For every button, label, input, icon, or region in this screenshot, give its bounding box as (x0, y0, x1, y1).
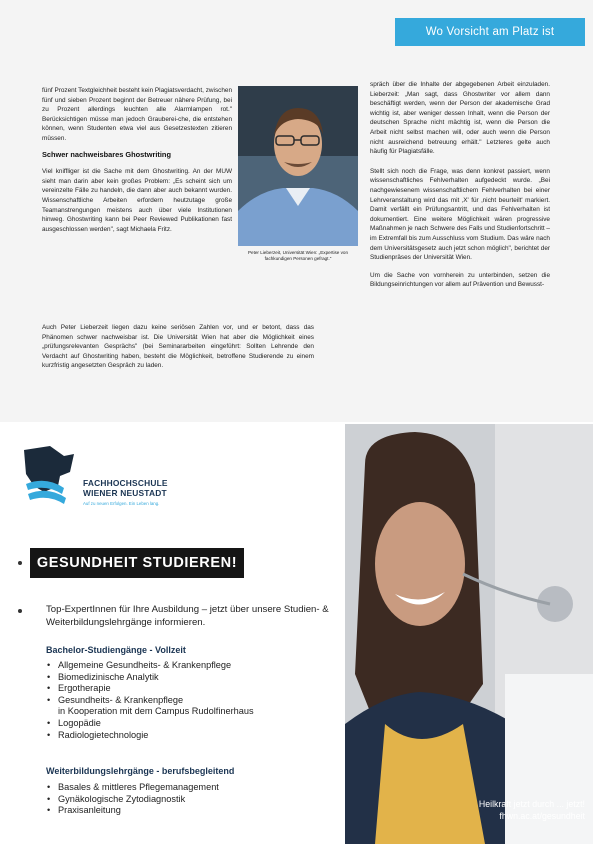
article-paragraph: spräch über die Inhalte der abgegebenen Arbeit einzuladen. Lieberzeit: „Man sagt, dass Ghostwriter vor allem dann beschäftigt werden, wenn der Person der akademische Grad wichtig ist, aber weniger dessen Inhalt, wenn die Person der deutschen Sprache nicht mächtig ist, wenn die Person die Arbeit nicht selbst machen will, oder auch wenn die Person nicht ausreichend betreuung erhält." Letzteres gelte auch häufig für Plagiatsfälle. (370, 81, 550, 156)
ad-headline: GESUNDHEIT STUDIEREN! (36, 555, 238, 571)
list-item: • Basales & mittleres Pflegemanagement (46, 782, 346, 794)
article-column-left (42, 86, 232, 240)
ad-banner (30, 548, 244, 578)
bullet-marker-icon (18, 609, 22, 613)
school-name-line1: FACHHOCHSCHULE (83, 478, 168, 488)
ad-photo-caption (420, 798, 585, 822)
list-item: • Radiologietechnologie (46, 730, 346, 742)
article-paragraph: Um die Sache von vornherein zu unterbinden, setzen die Bildungseinrichtungen vor allem auf Prävention und Bewusst- (370, 271, 550, 289)
school-tagline: Auf zu neuen Erfolgen. Ein Leben lang. (83, 501, 160, 506)
bachelor-heading: Bachelor-Studiengänge - Vollzeit (46, 645, 186, 655)
article-paragraph-wide: Auch Peter Lieberzeit liegen dazu keine seriösen Zahlen vor, und er betont, dass das Phänomen schwer nachweisbar ist. Die Universität Wien hat aber die Möglichkeit eines „prüfungsrelevanten Gesprächs" (bei Seminararbeiten eingeführt: Sollten Lehrende den Verdacht auf Ghostwriting haben, besteht die Möglichkeit, betroffene Studierende zu einem kurzfristig angesetzten Gespräch zu laden. (42, 324, 314, 370)
list-item: • Biomedizinische Analytik (46, 672, 346, 684)
list-item-continuation: in Kooperation mit dem Campus Rudolfinerhaus (58, 706, 254, 717)
portrait-image (238, 86, 358, 246)
ad-photo (345, 424, 593, 844)
list-item: • Gesundheits- & Krankenpflege (46, 695, 346, 707)
running-head: Wo Vorsicht am Platz ist (395, 18, 585, 46)
photo-caption: Peter Lieberzeit, Universität Wien: „Expertise von fachkundigen Personen gefragt." (247, 250, 349, 261)
article-paragraph: Stellt sich noch die Frage, was denn konkret passiert, wenn wissenschaftliches Fehlverhalten aufgedeckt wurde. „Bei nachgewiesenem wissenschaftlichem Fehlverhalten bei einer Lehrveranstaltung wird das mit ‚X' für ‚nicht beurteilt' markiert. Damit verfällt ein Prüfungsantritt, und das Fehlverhalten ist dokumentiert. Eine weitere Möglichkeit wären progressive Maßnahmen je nach Schwere des Falls und Studienfortschritt – im Extremfall bis zum Ausschluss vom Studium. Das wäre nach dem Universitätsgesetz auch jetzt schon möglich", berichtet der Studienpräses der Universität Wien. (370, 167, 550, 262)
article-paragraph: Viel kniffliger ist die Sache mit dem Ghostwriting. An der MUW sieht man darin aber kein großes Problem: „Es scheint sich um vereinzelte Fälle zu handeln, die dann aber auch bekannt wurden. Wissenschaftliche Arbeiten erfordern heutzutage große Teamanstrengungen meistens auch über viele Institutionen hinweg. Ghostwriting kann bei Peer Reviewed Publikationen fast ausgeschlossen werden", sagt Michaela Fritz. (42, 168, 232, 233)
portrait-photo (238, 86, 358, 246)
ad-photo-caption-line1: Heilkraft jetzt durch ... jetzt! (478, 799, 585, 809)
article-subheading: Schwer nachweisbares Ghostwriting (42, 149, 171, 159)
list-item: • Gynäkologische Zytodiagnostik (46, 794, 346, 806)
ad-website-link[interactable]: fhwn.ac.at/gesundheit (499, 811, 585, 821)
bachelor-list (46, 660, 346, 741)
article-paragraph: fünf Prozent Textgleichheit besteht kein Plagiatsverdacht, zwischen fünf und sieben Prozent beginnt der Betreuer nähere Prüfung, bei zu Prozent allerdings leuchten alle Alarmlampen rot." Berücksichtigen müsse man jedoch Grauberei-che, die entstehen können, wenn Studenten etwa viel aus Gesetzestexten zitieren müssen. (42, 87, 232, 142)
student-photo-image (345, 424, 593, 844)
school-name (83, 478, 168, 498)
list-item: • Logopädie (46, 718, 346, 730)
bullet-marker-icon (18, 561, 22, 565)
weiterbildung-heading: Weiterbildungslehrgänge - berufsbegleitend (46, 766, 235, 776)
article-column-right (370, 80, 550, 296)
ad-intro-text: Top-ExpertInnen für Ihre Ausbildung – jetzt über unsere Studien- & Weiterbildungslehrgänge informieren. (46, 604, 329, 628)
list-item: • Ergotherapie (46, 683, 346, 695)
school-name-line2: WIENER NEUSTADT (83, 488, 167, 498)
weiterbildung-list (46, 782, 346, 817)
list-item: • Praxisanleitung (46, 805, 346, 817)
fh-logo-icon (20, 446, 78, 510)
list-item: • Allgemeine Gesundheits- & Krankenpflege (46, 660, 346, 672)
